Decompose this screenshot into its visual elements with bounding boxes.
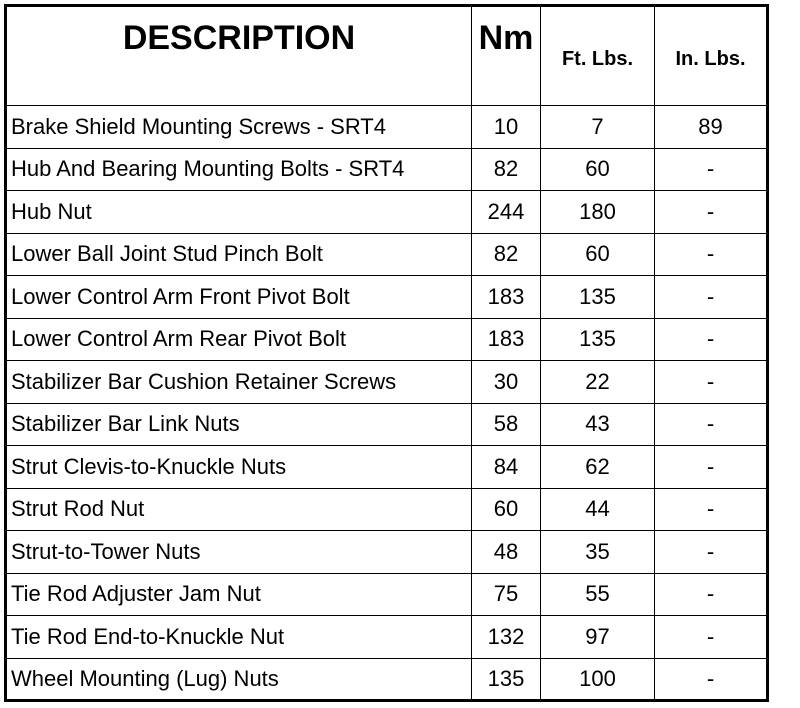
table-row <box>6 148 768 191</box>
cell-in-lbs: - <box>655 573 768 616</box>
cell-ft-lbs: 44 <box>541 488 655 531</box>
cell-ft-lbs: 97 <box>541 616 655 659</box>
cell-in-lbs: - <box>655 361 768 404</box>
cell-in-lbs: - <box>655 446 768 489</box>
table-body <box>6 106 768 701</box>
cell-nm: 75 <box>472 573 541 616</box>
header-nm: Nm <box>472 6 541 106</box>
torque-spec-table-container <box>4 4 769 702</box>
cell-ft-lbs: 100 <box>541 658 655 701</box>
cell-description: Strut Rod Nut <box>6 488 472 531</box>
cell-description: Tie Rod Adjuster Jam Nut <box>6 573 472 616</box>
cell-description: Stabilizer Bar Link Nuts <box>6 403 472 446</box>
cell-description: Tie Rod End-to-Knuckle Nut <box>6 616 472 659</box>
cell-ft-lbs: 7 <box>541 106 655 149</box>
cell-in-lbs: - <box>655 658 768 701</box>
table-row <box>6 658 768 701</box>
table-row <box>6 446 768 489</box>
cell-ft-lbs: 180 <box>541 191 655 234</box>
cell-nm: 30 <box>472 361 541 404</box>
header-ft-lbs: Ft. Lbs. <box>541 6 655 106</box>
cell-in-lbs: - <box>655 531 768 574</box>
table-row <box>6 488 768 531</box>
cell-nm: 60 <box>472 488 541 531</box>
table-row <box>6 403 768 446</box>
cell-nm: 183 <box>472 318 541 361</box>
cell-ft-lbs: 55 <box>541 573 655 616</box>
cell-nm: 183 <box>472 276 541 319</box>
cell-nm: 244 <box>472 191 541 234</box>
cell-ft-lbs: 35 <box>541 531 655 574</box>
cell-nm: 10 <box>472 106 541 149</box>
cell-in-lbs: - <box>655 148 768 191</box>
table-row <box>6 276 768 319</box>
cell-ft-lbs: 62 <box>541 446 655 489</box>
cell-ft-lbs: 60 <box>541 233 655 276</box>
cell-ft-lbs: 60 <box>541 148 655 191</box>
cell-in-lbs: - <box>655 616 768 659</box>
cell-in-lbs: - <box>655 276 768 319</box>
table-row <box>6 361 768 404</box>
cell-nm: 135 <box>472 658 541 701</box>
cell-ft-lbs: 135 <box>541 276 655 319</box>
table-row <box>6 318 768 361</box>
cell-nm: 58 <box>472 403 541 446</box>
torque-spec-table <box>4 4 769 702</box>
cell-in-lbs: 89 <box>655 106 768 149</box>
cell-description: Hub Nut <box>6 191 472 234</box>
cell-nm: 82 <box>472 233 541 276</box>
cell-description: Brake Shield Mounting Screws - SRT4 <box>6 106 472 149</box>
cell-in-lbs: - <box>655 488 768 531</box>
cell-ft-lbs: 43 <box>541 403 655 446</box>
cell-in-lbs: - <box>655 318 768 361</box>
table-row <box>6 573 768 616</box>
cell-ft-lbs: 135 <box>541 318 655 361</box>
cell-nm: 132 <box>472 616 541 659</box>
cell-nm: 48 <box>472 531 541 574</box>
cell-description: Lower Ball Joint Stud Pinch Bolt <box>6 233 472 276</box>
cell-description: Lower Control Arm Rear Pivot Bolt <box>6 318 472 361</box>
cell-in-lbs: - <box>655 403 768 446</box>
cell-nm: 82 <box>472 148 541 191</box>
table-row <box>6 531 768 574</box>
table-header <box>6 6 768 106</box>
cell-description: Lower Control Arm Front Pivot Bolt <box>6 276 472 319</box>
table-row <box>6 191 768 234</box>
table-row <box>6 233 768 276</box>
table-row <box>6 106 768 149</box>
cell-in-lbs: - <box>655 233 768 276</box>
cell-description: Strut-to-Tower Nuts <box>6 531 472 574</box>
cell-description: Wheel Mounting (Lug) Nuts <box>6 658 472 701</box>
header-in-lbs: In. Lbs. <box>655 6 768 106</box>
cell-in-lbs: - <box>655 191 768 234</box>
cell-ft-lbs: 22 <box>541 361 655 404</box>
cell-description: Hub And Bearing Mounting Bolts - SRT4 <box>6 148 472 191</box>
cell-nm: 84 <box>472 446 541 489</box>
cell-description: Strut Clevis-to-Knuckle Nuts <box>6 446 472 489</box>
header-row <box>6 6 768 106</box>
table-row <box>6 616 768 659</box>
header-description: DESCRIPTION <box>6 6 472 106</box>
cell-description: Stabilizer Bar Cushion Retainer Screws <box>6 361 472 404</box>
